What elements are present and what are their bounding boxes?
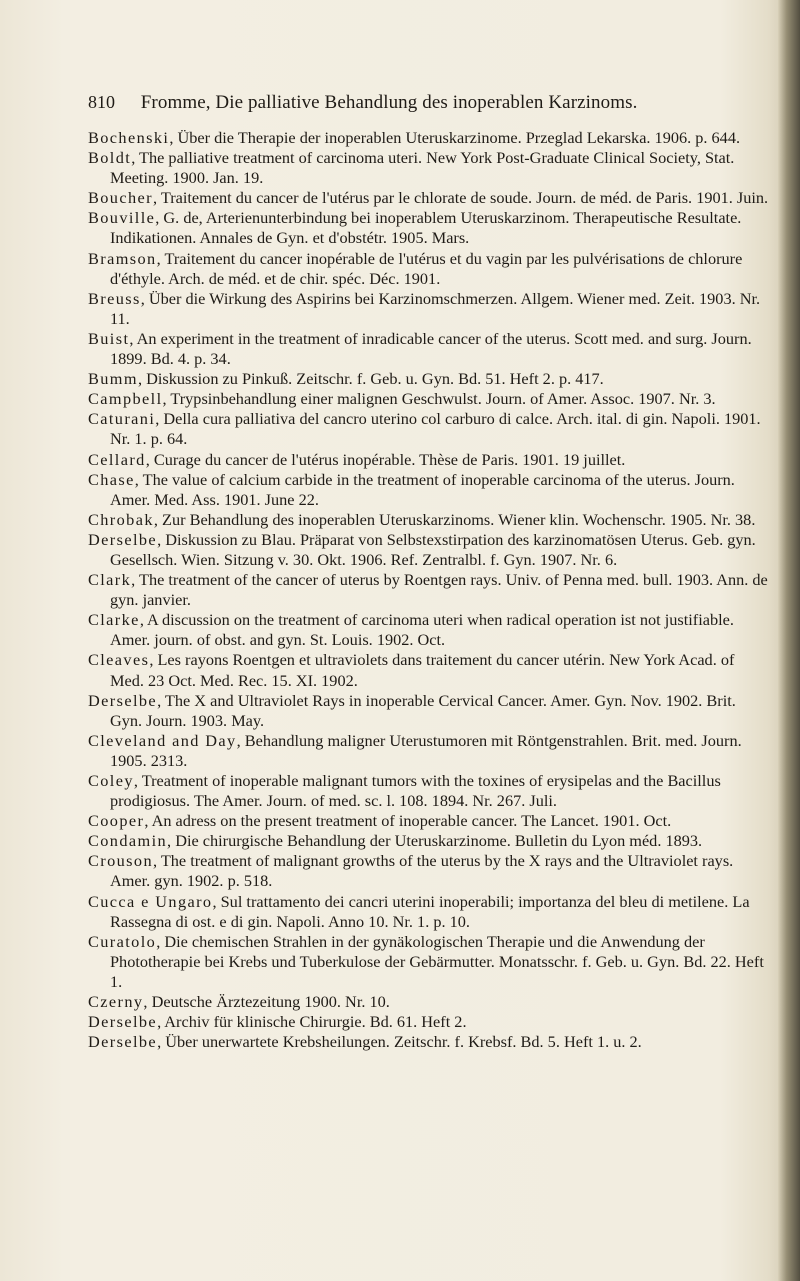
reference-author: Cooper xyxy=(88,811,145,831)
reference-entry xyxy=(88,208,770,248)
reference-author: Coley xyxy=(88,771,134,790)
reference-citation: , Curage du cancer de l'utérus inopérable. Thèse de Paris. 1901. 19 juillet. xyxy=(145,449,626,469)
reference-entry xyxy=(88,570,770,610)
page-number: 810 xyxy=(88,92,115,112)
reference-entry xyxy=(88,450,770,470)
reference-citation: , Les rayons Roentgen et ultraviolets dans traitement du cancer utérin. New York Acad. of Med. 23 Oct. Med. Rec. 15. XI. 1902. xyxy=(110,650,735,690)
reference-author: Clark xyxy=(88,570,132,590)
reference-entry xyxy=(88,530,770,570)
reference-entry xyxy=(88,932,770,992)
reference-entry xyxy=(88,771,770,811)
reference-entry xyxy=(88,510,770,530)
reference-entry xyxy=(88,892,770,932)
reference-citation: , The treatment of malignant growths of the uterus by the X rays and the Ultraviolet rays. Amer. gyn. 1902. p. 518. xyxy=(110,851,734,891)
reference-citation: , Die chemischen Strahlen in der gynäkologischen Therapie und die Anwendung der Phototherapie bei Krebs und Tuberkulose der Gebärmutter. Monatsschr. f. Geb. u. Gyn. Bd. 22. Heft 1. xyxy=(110,931,764,991)
reference-entry xyxy=(88,409,770,449)
reference-entry xyxy=(88,731,770,771)
reference-citation: , A discussion on the treatment of carcinoma uteri when radical operation ist not justifiable. Amer. journ. of obst. and gyn. St. Louis. 1902. Oct. xyxy=(110,610,734,650)
reference-citation: , The value of calcium carbide in the treatment of inoperable carcinoma of the uterus. Journ. Amer. Med. Ass. 1901. June 22. xyxy=(110,469,735,509)
running-header xyxy=(88,92,748,116)
reference-author: Clarke xyxy=(88,610,140,630)
reference-author: Czerny xyxy=(88,992,144,1012)
reference-citation: , The X and Ultraviolet Rays in inoperable Cervical Cancer. Amer. Gyn. Nov. 1902. Brit. Gyn. Journ. 1903. May. xyxy=(110,690,736,730)
reference-citation: , Della cura palliativa del cancro uterino col carburo di calce. Arch. ital. di gin. Napoli. 1901. Nr. 1. p. 64. xyxy=(110,409,761,449)
reference-list xyxy=(88,128,770,1052)
reference-citation: , Zur Behandlung des inoperablen Uteruskarzinoms. Wiener klin. Wochenschr. 1905. Nr. 38. xyxy=(153,509,756,529)
reference-citation: , The palliative treatment of carcinoma uteri. New York Post-Graduate Clinical Society, Stat. Meeting. 1900. Jan. 19. xyxy=(110,148,735,188)
reference-citation: , Archiv für klinische Chirurgie. Bd. 61. Heft 2. xyxy=(157,1012,467,1032)
reference-entry xyxy=(88,992,770,1012)
reference-entry xyxy=(88,249,770,289)
reference-author: Cleveland and Day xyxy=(88,730,237,750)
reference-entry xyxy=(88,1012,770,1032)
reference-entry xyxy=(88,470,770,510)
reference-author: Breuss xyxy=(88,288,141,308)
reference-entry xyxy=(88,389,770,409)
reference-author: Derselbe xyxy=(88,1032,158,1052)
reference-author: Chrobak xyxy=(88,509,154,529)
reference-author: Boldt xyxy=(88,148,132,168)
reference-citation: , Behandlung maligner Uterustumoren mit Röntgenstrahlen. Brit. med. Journ. 1905. 2313. xyxy=(110,730,742,770)
reference-author: Buist xyxy=(88,328,130,348)
reference-citation: , Über unerwartete Krebsheilungen. Zeitschr. f. Krebsf. Bd. 5. Heft 1. u. 2. xyxy=(157,1032,642,1052)
reference-citation: , Die chirurgische Behandlung der Uteruskarzinome. Bulletin du Lyon méd. 1893. xyxy=(167,831,703,851)
reference-entry xyxy=(88,369,770,389)
reference-author: Caturani xyxy=(88,409,156,429)
reference-author: Condamin xyxy=(88,831,168,851)
page-edge-shadow xyxy=(778,0,800,1281)
reference-citation: , Über die Therapie der inoperablen Uteruskarzinome. Przeglad Lekarska. 1906. p. 644. xyxy=(169,128,741,147)
reference-author: Derselbe xyxy=(88,529,158,549)
reference-entry xyxy=(88,329,770,369)
reference-entry xyxy=(88,1032,770,1052)
reference-citation: , Treatment of inoperable malignant tumors with the toxines of erysipelas and the Bacillus prodigiosus. The Amer. Journ. of med. sc. l. 108. 1894. Nr. 267. Juli. xyxy=(110,771,721,811)
reference-citation: , Sul trattamento dei cancri uterini inoperabili; importanza del bleu di metilene. La Rassegna di ost. e di gin. Napoli. Anno 10. Nr. 1. p. 10. xyxy=(110,891,750,931)
reference-entry xyxy=(88,811,770,831)
reference-author: Bouville xyxy=(88,208,156,228)
reference-author: Chase xyxy=(88,469,135,489)
reference-citation: , Deutsche Ärztezeitung 1900. Nr. 10. xyxy=(143,992,390,1012)
reference-citation: , Traitement du cancer de l'utérus par le chlorate de soude. Journ. de méd. de Paris. 1901. Juin. xyxy=(152,188,769,208)
reference-citation: , Diskussion zu Pinkuß. Zeitschr. f. Geb. u. Gyn. Bd. 51. Heft 2. p. 417. xyxy=(137,369,604,389)
reference-author: Bramson xyxy=(88,248,157,268)
reference-entry xyxy=(88,128,770,148)
reference-author: Cellard xyxy=(88,449,146,469)
reference-entry xyxy=(88,610,770,650)
reference-author: Cleaves xyxy=(88,650,150,670)
reference-author: Derselbe xyxy=(88,690,158,710)
reference-citation: , G. de, Arterienunterbindung bei inoperablem Uteruskarzinom. Therapeutische Resultate. Indikationen. Annales de Gyn. et d'obstétr. 1905. Mars. xyxy=(110,208,742,248)
reference-entry xyxy=(88,148,770,188)
reference-entry xyxy=(88,289,770,329)
reference-citation: , An adress on the present treatment of inoperable cancer. The Lancet. 1901. Oct. xyxy=(144,811,672,831)
reference-citation: , Traitement du cancer inopérable de l'utérus et du vagin par les pulvérisations de chlorure d'éthyle. Arch. de méd. et de chir. spéc. Déc. 1901. xyxy=(110,248,743,288)
reference-author: Curatolo xyxy=(88,931,157,951)
reference-author: Bochenski xyxy=(88,128,170,147)
reference-entry xyxy=(88,691,770,731)
reference-author: Campbell xyxy=(88,389,163,409)
reference-entry xyxy=(88,831,770,851)
reference-author: Cucca e Ungaro xyxy=(88,891,213,911)
reference-author: Bumm xyxy=(88,369,138,389)
reference-entry xyxy=(88,851,770,891)
reference-citation: , The treatment of the cancer of uterus by Roentgen rays. Univ. of Penna med. bull. 1903. Ann. de gyn. janvier. xyxy=(110,570,768,610)
reference-entry xyxy=(88,188,770,208)
reference-author: Crouson xyxy=(88,851,153,871)
reference-citation: , Diskussion zu Blau. Präparat von Selbstexstirpation des karzinomatösen Uterus. Geb. gyn. Gesellsch. Wien. Sitzung v. 30. Okt. 1906. Ref. Zentralbl. f. Gyn. 1907. Nr. 6. xyxy=(110,529,756,569)
reference-entry xyxy=(88,650,770,690)
reference-citation: , An experiment in the treatment of inradicable cancer of the uterus. Scott med. and surg. Journ. 1899. Bd. 4. p. 34. xyxy=(110,328,752,369)
reference-citation: , Über die Wirkung des Aspirins bei Karzinomschmerzen. Allgem. Wiener med. Zeit. 1903. Nr. 11. xyxy=(110,288,761,328)
reference-author: Boucher xyxy=(88,188,153,208)
running-title: Fromme, Die palliative Behandlung des inoperablen Karzinoms. xyxy=(140,92,638,113)
reference-citation: , Trypsinbehandlung einer malignen Geschwulst. Journ. of Amer. Assoc. 1907. Nr. 3. xyxy=(162,389,716,409)
reference-author: Derselbe xyxy=(88,1012,158,1032)
